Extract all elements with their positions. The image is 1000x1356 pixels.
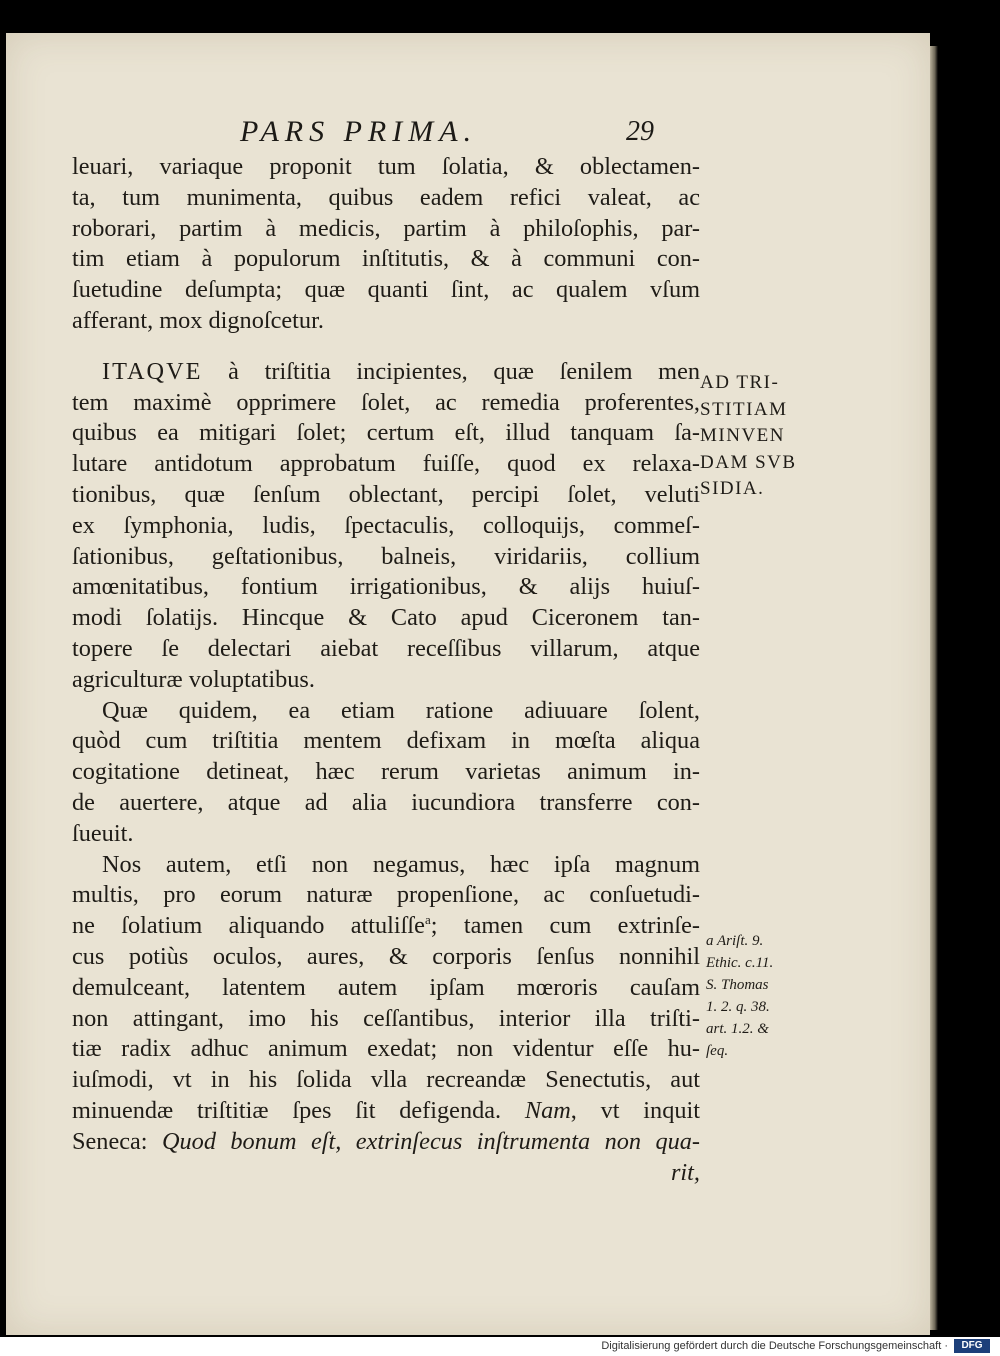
text-line: afferant, mox dignoſcetur. — [72, 306, 324, 334]
marginal-line: AD TRI- — [700, 372, 780, 393]
italic-word: Nam — [524, 1096, 571, 1124]
text-line: lutare antidotum approbatum fuiſſe, quod ex relaxa- — [72, 450, 700, 478]
text-line: Nos autem, etſi non negamus, hæc ipſa magnum — [102, 850, 700, 878]
text-line: demulceant, latentem autem ipſam mœroris cauſam — [72, 973, 700, 1001]
paragraph-4 — [72, 850, 700, 1189]
running-head: PARS PRIMA. — [240, 115, 478, 148]
text-line — [72, 1096, 700, 1127]
paragraph-3 — [72, 696, 700, 850]
catchword: rit, — [670, 1158, 700, 1186]
text-line: cus potiùs oculos, aures, & corporis ſenſus nonnihil — [72, 942, 700, 970]
text-line: tionibus, quæ ſenſum oblectant, percipi ſolet, veluti — [72, 480, 700, 508]
text-line-head: ne ſolatium aliquando attuliſſe — [72, 912, 425, 940]
text-line: ſuetudine deſumpta; quæ quanti ſint, ac qualem vſum — [72, 276, 700, 304]
paragraph-2 — [72, 357, 700, 696]
marginal-line: STITIAM — [700, 398, 788, 420]
footnote-marker: a — [424, 912, 431, 928]
text-line-head: minuendæ triſtitiæ ſpes ſit defigenda. — [72, 1096, 502, 1124]
text-line: roborari, partim à medicis, partim à philoſophis, par- — [72, 214, 700, 242]
reference-line: a Ariſt. 9. — [706, 933, 764, 949]
paragraph-1 — [72, 152, 700, 337]
page-number: 29 — [626, 116, 654, 147]
text-line: ſueuit. — [72, 819, 134, 847]
text-line: ex ſymphonia, ludis, ſpectaculis, colloquijs, commeſ- — [72, 511, 700, 539]
reference-line: Ethic. c.11. — [706, 955, 774, 971]
text-line: topere ſe delectari aiebat receſſibus villarum, atque — [72, 634, 700, 662]
text-line-tail: à triſtitia incipientes, quæ ſenilem men — [202, 357, 700, 385]
text-line: modi ſolatijs. Hincque & Cato apud Ciceronem tan- — [72, 604, 700, 632]
marginal-heading — [700, 370, 810, 503]
marginal-line: SIDIA. — [700, 478, 765, 499]
text-line-head: Seneca: — [72, 1127, 162, 1155]
text-line: quibus ea mitigari ſolet; certum eſt, illud tanquam ſa- — [72, 419, 700, 447]
main-text — [72, 152, 700, 1188]
funding-credit: Digitalisierung gefördert durch die Deutsche Forschungsgemeinschaft · — [601, 1340, 948, 1352]
text-line: iuſmodi, vt in his ſolida vlla recreandæ Senectutis, aut — [72, 1066, 700, 1094]
reference-line: art. 1.2. & — [706, 1021, 769, 1037]
text-line: leuari, variaque proponit tum ſolatia, & oblectamen- — [72, 153, 700, 180]
text-line: Quæ quidem, ea etiam ratione adiuuare ſolent, — [102, 696, 700, 724]
page-edge — [930, 46, 938, 1330]
text-line: de auertere, atque ad alia iucundiora transferre con- — [72, 788, 700, 816]
text-line: ſationibus, geſtationibus, balneis, viridariis, collium — [72, 542, 700, 570]
text-line: amœnitatibus, fontium irrigationibus, & alijs huiuſ- — [72, 573, 700, 601]
text-line — [72, 357, 700, 388]
marginal-reference — [706, 930, 816, 1062]
text-line — [72, 911, 700, 942]
text-line-tail: ; tamen cum extrinſe- — [430, 912, 700, 940]
text-line: non attingant, imo his ceſſantibus, interior illa triſti- — [72, 1004, 700, 1032]
reference-line: 1. 2. q. 38. — [706, 999, 770, 1015]
text-line — [72, 1127, 700, 1158]
reference-line: ſeq. — [706, 1043, 729, 1059]
reference-line: S. Thomas — [706, 977, 769, 993]
text-line-tail: , vt inquit — [570, 1096, 700, 1124]
marginal-line: MINVEN — [700, 425, 785, 446]
text-line: multis, pro eorum naturæ propenſione, ac conſuetudi- — [72, 881, 700, 909]
text-line: agriculturæ voluptatibus. — [72, 665, 315, 693]
dfg-logo: DFG — [954, 1339, 990, 1353]
text-line: cogitatione detineat, hæc rerum varietas animum in- — [72, 758, 700, 786]
text-line: tiæ radix adhuc animum exedat; non videntur eſſe hu- — [72, 1035, 700, 1063]
marginal-line: DAM SVB — [700, 451, 797, 473]
text-line: ta, tum munimenta, quibus eadem refici valeat, ac — [72, 183, 700, 211]
quotation: Quod bonum eſt, extrinſecus inſtrumenta non qua- — [161, 1127, 700, 1155]
text-line: quòd cum triſtitia mentem defixam in mœſta aliqua — [72, 727, 700, 755]
text-line: tem maximè opprimere ſolet, ac remedia proferentes, — [72, 388, 700, 416]
paragraph-lead: ITAQVE — [102, 357, 203, 385]
text-line: tim etiam à populorum inſtitutis, & à communi con- — [72, 245, 700, 273]
